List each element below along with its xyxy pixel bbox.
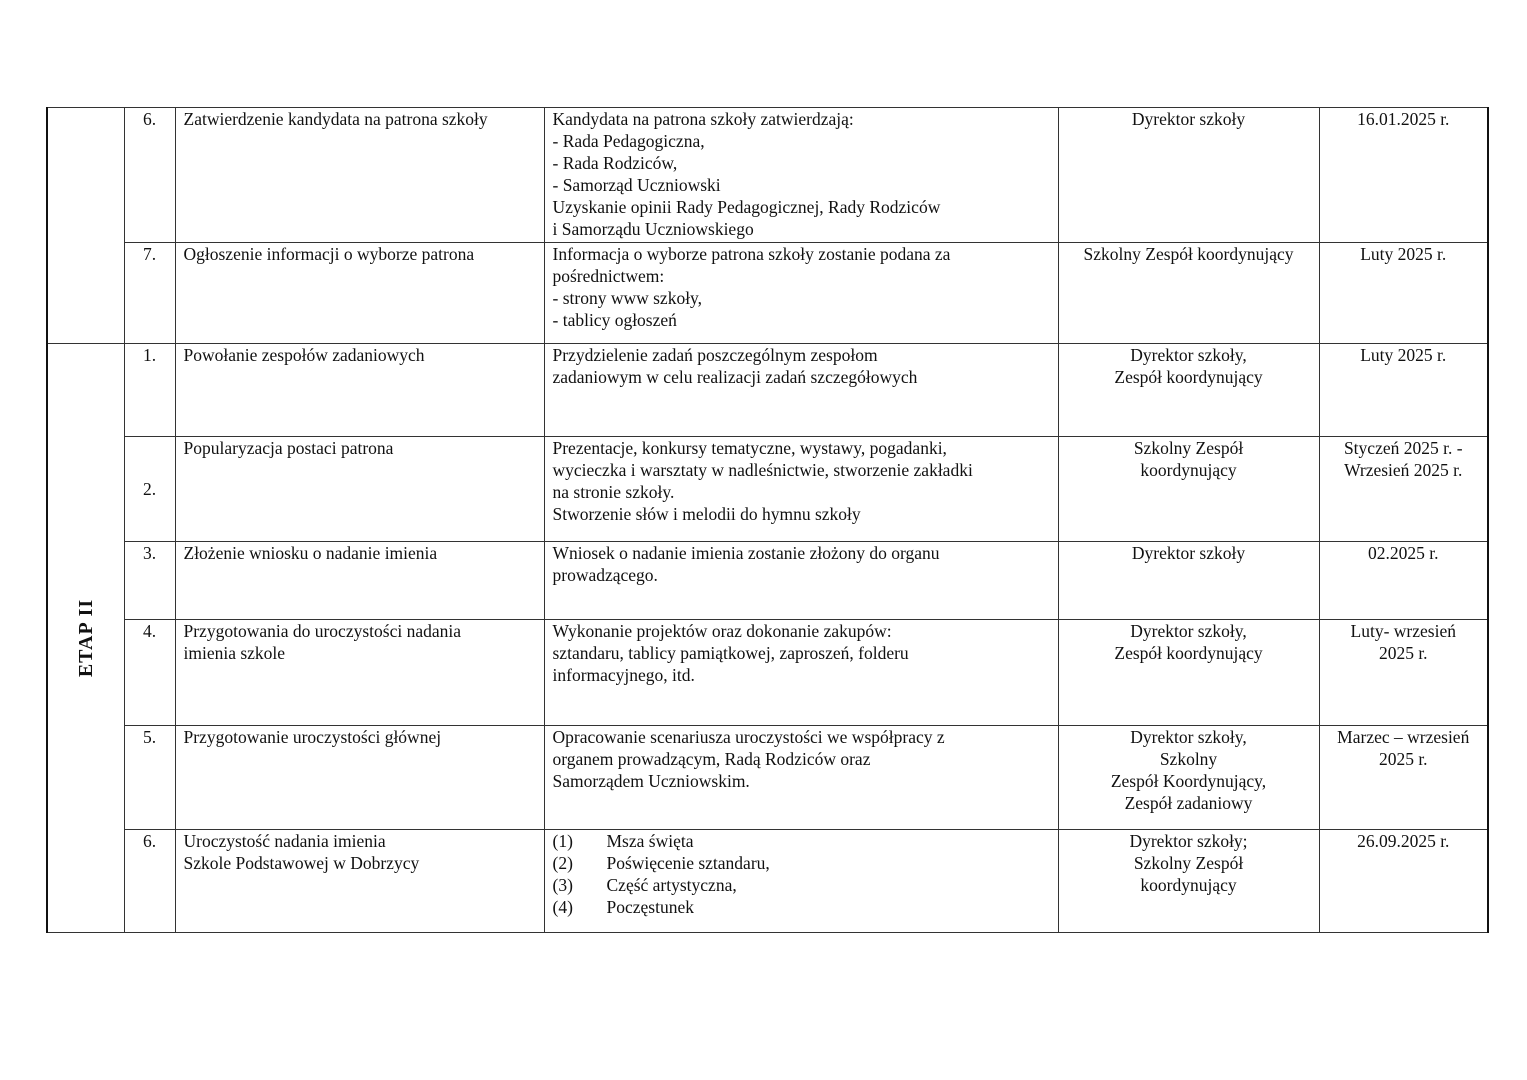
task-cell — [175, 542, 544, 620]
description-line: Prezentacje, konkursy tematyczne, wystawy, pogadanki, — [552, 438, 947, 459]
responsible-cell — [1058, 437, 1319, 542]
task-line: Przygotowania do uroczystości nadania — [183, 621, 461, 642]
description-line: Kandydata na patrona szkoły zatwierdzają: — [552, 109, 854, 129]
description-line: Samorządem Uczniowskim. — [552, 770, 750, 791]
responsible-line: Zespół koordynujący — [1114, 367, 1263, 387]
responsible-line: Dyrektor szkoły, — [1130, 726, 1247, 747]
list-item — [553, 830, 1050, 852]
table-row — [47, 243, 1488, 344]
task-line: Popularyzacja postaci patrona — [183, 438, 394, 459]
task-line: Przygotowanie uroczystości głównej — [183, 726, 442, 747]
task-line: Zatwierdzenie kandydata na patrona szkoły — [183, 109, 488, 129]
description-line: Przydzielenie zadań poszczególnym zespołom — [552, 345, 878, 365]
deadline-line: Luty- wrzesień — [1350, 621, 1456, 642]
description-line: - Rada Pedagogiczna, — [552, 131, 705, 151]
step-text: Poświęcenie sztandaru, — [606, 852, 770, 873]
responsible-line: koordynujący — [1140, 874, 1237, 895]
deadline-line: Marzec – wrzesień — [1337, 726, 1470, 747]
row-number: 4. — [124, 620, 175, 725]
list-item — [553, 852, 1050, 874]
ceremony-steps-list — [553, 830, 1050, 918]
table-row — [47, 108, 1488, 243]
responsible-cell — [1058, 243, 1319, 344]
description-cell — [544, 344, 1058, 437]
task-cell — [175, 725, 544, 829]
responsible-line: Szkolny Zespół — [1133, 852, 1244, 873]
responsible-cell — [1058, 108, 1319, 243]
description-line: Wykonanie projektów oraz dokonanie zakupów: — [552, 621, 892, 642]
stage-1-cell — [47, 108, 124, 344]
responsible-cell — [1058, 344, 1319, 437]
deadline-line: 2025 r. — [1378, 643, 1428, 664]
description-line: Stworzenie słów i melodii do hymnu szkoły — [552, 504, 861, 525]
list-item — [553, 896, 1050, 918]
schedule-table — [46, 107, 1489, 933]
task-line: Złożenie wniosku o nadanie imienia — [183, 543, 438, 564]
step-number: (1) — [552, 830, 573, 851]
table-row — [47, 829, 1488, 932]
task-cell — [175, 108, 544, 243]
description-cell — [544, 620, 1058, 725]
row-number: 2. — [124, 437, 175, 542]
task-line: imienia szkole — [183, 643, 286, 664]
step-text: Część artystyczna, — [606, 874, 737, 895]
responsible-line: koordynujący — [1140, 460, 1237, 481]
step-text: Poczęstunek — [606, 896, 694, 917]
description-cell — [544, 243, 1058, 344]
list-item — [553, 874, 1050, 896]
responsible-line: Dyrektor szkoły, — [1130, 345, 1247, 365]
deadline-cell — [1319, 437, 1488, 542]
stage-label-wrap — [48, 344, 124, 932]
description-line: zadaniowym w celu realizacji zadań szczegółowych — [552, 367, 918, 387]
description-line: Informacja o wyborze patrona szkoły zostanie podana za — [552, 244, 951, 264]
responsible-line: Zespół koordynujący — [1114, 643, 1263, 664]
task-cell — [175, 243, 544, 344]
description-line: Opracowanie scenariusza uroczystości we współpracy z — [552, 726, 945, 747]
responsible-line: Dyrektor szkoły — [1131, 109, 1246, 129]
table-row — [47, 725, 1488, 829]
deadline-line: 16.01.2025 r. — [1357, 109, 1450, 129]
task-line: Powołanie zespołów zadaniowych — [183, 345, 425, 365]
task-line: Szkole Podstawowej w Dobrzycy — [183, 852, 420, 873]
row-number: 1. — [124, 344, 175, 437]
deadline-line: Luty 2025 r. — [1360, 244, 1447, 264]
description-line: pośrednictwem: — [552, 266, 665, 286]
description-line: Wniosek o nadanie imienia zostanie złożony do organu — [552, 543, 940, 564]
deadline-line: Styczeń 2025 r. - — [1343, 438, 1463, 459]
responsible-line: Szkolny Zespół koordynujący — [1083, 244, 1294, 264]
deadline-line: 2025 r. — [1378, 748, 1428, 769]
task-cell — [175, 829, 544, 932]
description-line: - Rada Rodziców, — [552, 153, 678, 173]
responsible-cell — [1058, 620, 1319, 725]
table-row — [47, 344, 1488, 437]
description-cell — [544, 829, 1058, 932]
description-cell — [544, 437, 1058, 542]
responsible-cell — [1058, 542, 1319, 620]
deadline-cell — [1319, 243, 1488, 344]
responsible-cell — [1058, 829, 1319, 932]
deadline-cell — [1319, 108, 1488, 243]
step-text: Msza święta — [606, 830, 694, 851]
description-line: sztandaru, tablicy pamiątkowej, zaproszeń, folderu — [552, 643, 909, 664]
deadline-cell — [1319, 725, 1488, 829]
responsible-line: Szkolny Zespół — [1133, 438, 1244, 459]
responsible-line: Dyrektor szkoły — [1131, 543, 1246, 564]
description-line: Uzyskanie opinii Rady Pedagogicznej, Rady Rodziców — [552, 197, 941, 217]
task-line: Ogłoszenie informacji o wyborze patrona — [183, 244, 475, 264]
step-number: (2) — [552, 852, 573, 873]
step-number: (3) — [552, 874, 573, 895]
deadline-cell — [1319, 542, 1488, 620]
row-number: 5. — [124, 725, 175, 829]
table-row — [47, 542, 1488, 620]
stage-2-cell — [47, 344, 124, 933]
deadline-line: Luty 2025 r. — [1360, 345, 1447, 365]
description-line: na stronie szkoły. — [552, 482, 675, 503]
description-cell — [544, 542, 1058, 620]
description-line: i Samorządu Uczniowskiego — [552, 219, 754, 239]
description-line: informacyjnego, itd. — [552, 665, 695, 686]
description-line: prowadzącego. — [552, 565, 658, 586]
deadline-cell — [1319, 620, 1488, 725]
task-cell — [175, 344, 544, 437]
description-line: - strony www szkoły, — [552, 288, 703, 308]
deadline-line: 26.09.2025 r. — [1357, 830, 1450, 851]
task-line: Uroczystość nadania imienia — [183, 830, 386, 851]
row-number: 3. — [124, 542, 175, 620]
description-line: organem prowadzącym, Radą Rodziców oraz — [552, 748, 871, 769]
description-line: - Samorząd Uczniowski — [552, 175, 721, 195]
responsible-line: Dyrektor szkoły; — [1129, 830, 1248, 851]
task-cell — [175, 620, 544, 725]
table-row — [47, 437, 1488, 542]
step-number: (4) — [552, 896, 573, 917]
deadline-line: 02.2025 r. — [1368, 543, 1439, 564]
deadline-line: Wrzesień 2025 r. — [1344, 460, 1463, 481]
responsible-line: Szkolny — [1159, 748, 1218, 769]
responsible-line: Dyrektor szkoły, — [1130, 621, 1247, 642]
stage-label: ETAP II — [74, 598, 97, 678]
table-row — [47, 620, 1488, 725]
description-line: - tablicy ogłoszeń — [552, 310, 677, 330]
description-line: wycieczka i warsztaty w nadleśnictwie, stworzenie zakładki — [552, 460, 973, 481]
responsible-line: Zespół Koordynujący, — [1110, 770, 1267, 791]
row-number: 7. — [124, 243, 175, 344]
deadline-cell — [1319, 344, 1488, 437]
responsible-line: Zespół zadaniowy — [1124, 792, 1253, 813]
row-number: 6. — [124, 829, 175, 932]
row-number: 6. — [124, 108, 175, 243]
description-cell — [544, 725, 1058, 829]
responsible-cell — [1058, 725, 1319, 829]
description-cell — [544, 108, 1058, 243]
task-cell — [175, 437, 544, 542]
deadline-cell — [1319, 829, 1488, 932]
